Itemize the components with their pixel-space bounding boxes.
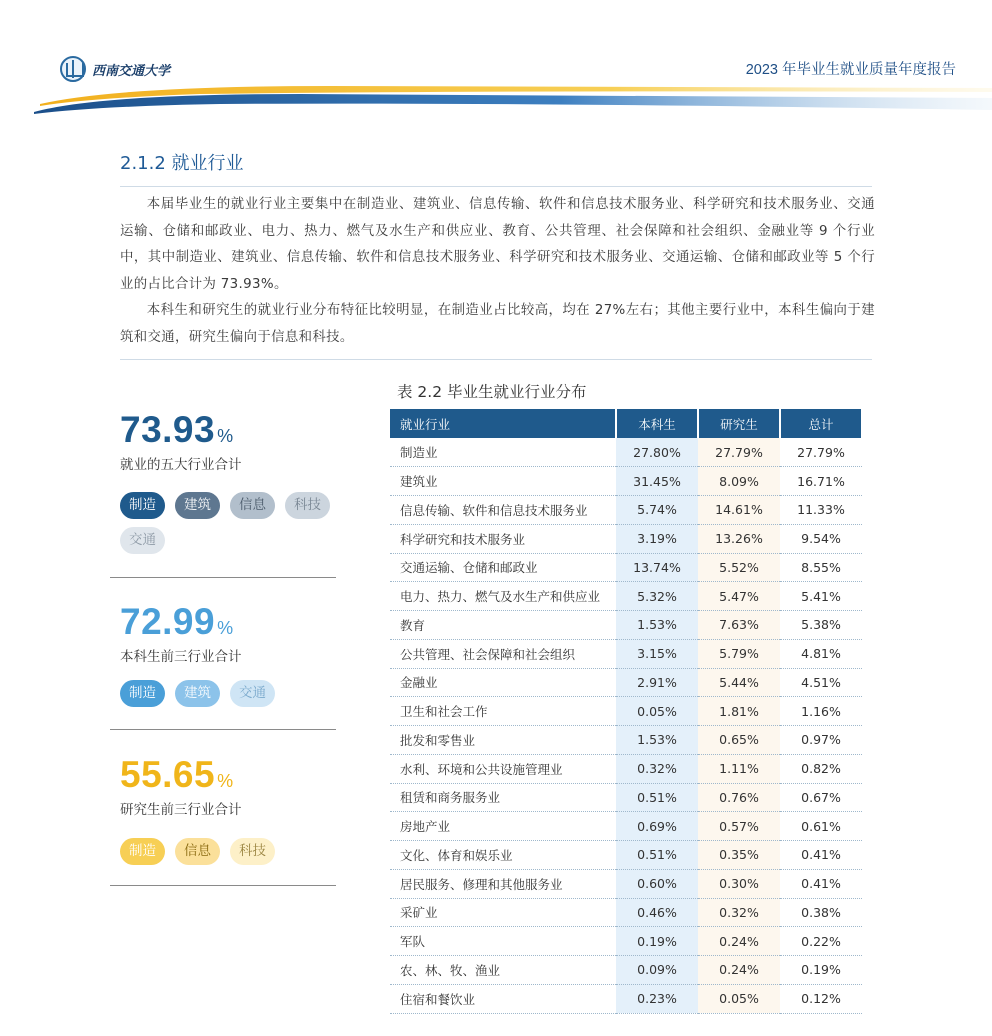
cell-undergraduate: 0.23% (616, 984, 698, 1013)
cell-industry: 批发和零售业 (390, 726, 616, 755)
cell-undergraduate: 0.69% (616, 812, 698, 841)
cell-total: 4.51% (780, 668, 862, 697)
cell-industry: 军队 (390, 927, 616, 956)
stat-value: 73.93 % (120, 409, 234, 450)
cell-graduate: 0.76% (698, 783, 780, 812)
cell-graduate: 0.30% (698, 869, 780, 898)
tag-construction: 建筑 (175, 492, 220, 519)
stat-label: 就业的五大行业合计 (120, 457, 242, 473)
stat-label: 本科生前三行业合计 (120, 649, 242, 665)
cell-total: 0.41% (780, 841, 862, 870)
cell-industry: 科学研究和技术服务业 (390, 524, 616, 553)
tag-science: 科技 (230, 838, 275, 865)
cell-total: 0.67% (780, 783, 862, 812)
stat-undergrad-top-three (120, 601, 242, 665)
stat-top-five (120, 409, 242, 473)
cell-undergraduate: 31.45% (616, 467, 698, 496)
cell-total: 0.38% (780, 898, 862, 927)
table-row (390, 984, 862, 1013)
cell-total: 16.71% (780, 467, 862, 496)
tag-manufacturing: 制造 (120, 680, 165, 707)
cell-total: 0.82% (780, 754, 862, 783)
table-row (390, 496, 862, 525)
table-row (390, 927, 862, 956)
cell-undergraduate: 3.15% (616, 639, 698, 668)
section-bottom-rule (120, 359, 872, 360)
cell-industry: 采矿业 (390, 898, 616, 927)
cell-undergraduate: 0.19% (616, 927, 698, 956)
cell-industry: 电力、热力、燃气及水生产和供应业 (390, 582, 616, 611)
tag-transportation: 交通 (230, 680, 275, 707)
cell-industry: 金融业 (390, 668, 616, 697)
cell-undergraduate: 0.05% (616, 697, 698, 726)
cell-industry: 信息传输、软件和信息技术服务业 (390, 496, 616, 525)
cell-graduate: 0.32% (698, 898, 780, 927)
cell-graduate: 0.35% (698, 841, 780, 870)
university-emblem-icon (60, 56, 86, 82)
cell-undergraduate: 1.53% (616, 611, 698, 640)
cell-undergraduate: 3.19% (616, 524, 698, 553)
stat-graduate-top-three (120, 754, 242, 818)
cell-graduate: 0.05% (698, 984, 780, 1013)
stat-value: 55.65 % (120, 754, 234, 795)
cell-total: 4.81% (780, 639, 862, 668)
paragraph-2: 本科生和研究生的就业行业分布特征比较明显，在制造业占比较高，均在 27%左右；其他主要行业中，本科生偏向于建筑和交通，研究生偏向于信息和科技。 (120, 303, 875, 345)
cell-industry: 居民服务、修理和其他服务业 (390, 869, 616, 898)
cell-undergraduate: 0.60% (616, 869, 698, 898)
cell-undergraduate: 0.32% (616, 754, 698, 783)
cell-industry: 房地产业 (390, 812, 616, 841)
cell-graduate: 14.61% (698, 496, 780, 525)
table-caption: 表 2.2 毕业生就业行业分布 (397, 383, 587, 401)
table-row (390, 754, 862, 783)
cell-industry: 卫生和社会工作 (390, 697, 616, 726)
cell-total: 0.61% (780, 812, 862, 841)
cell-total: 5.41% (780, 582, 862, 611)
cell-total: 8.55% (780, 553, 862, 582)
cell-graduate: 0.24% (698, 956, 780, 985)
cell-total: 0.97% (780, 726, 862, 755)
cell-total: 1.16% (780, 697, 862, 726)
table-row (390, 668, 862, 697)
cell-industry: 租赁和商务服务业 (390, 783, 616, 812)
cell-graduate: 1.11% (698, 754, 780, 783)
cell-undergraduate: 27.80% (616, 438, 698, 467)
cell-graduate: 8.09% (698, 467, 780, 496)
cell-graduate: 0.24% (698, 927, 780, 956)
cell-total: 11.33% (780, 496, 862, 525)
cell-industry: 住宿和餐饮业 (390, 984, 616, 1013)
cell-graduate: 0.65% (698, 726, 780, 755)
cell-graduate: 13.26% (698, 524, 780, 553)
cell-total: 0.12% (780, 984, 862, 1013)
tag-construction: 建筑 (175, 680, 220, 707)
paragraph-1: 本届毕业生的就业行业主要集中在制造业、建筑业、信息传输、软件和信息技术服务业、科学研究和技术服务业、交通运输、仓储和邮政业、电力、热力、燃气及水生产和供应业、教育、公共管理、社会保障和社会组织、金融业等 9 个行业中，其中制造业、建筑业、信息传输、软件和信息技术服务业、科学研究和技术服务业、交通运输、仓储和邮政业等 5 个行业的占比合计为 73.93%。 (120, 197, 875, 292)
industry-distribution-table (390, 409, 863, 1014)
section-title: 2.1.2 就业行业 (120, 153, 244, 174)
cell-graduate: 1.81% (698, 697, 780, 726)
cell-undergraduate: 0.51% (616, 783, 698, 812)
stat-divider (110, 729, 336, 730)
cell-undergraduate: 5.74% (616, 496, 698, 525)
cell-graduate: 0.57% (698, 812, 780, 841)
cell-undergraduate: 2.91% (616, 668, 698, 697)
stat-label: 研究生前三行业合计 (120, 802, 242, 818)
header-industry: 就业行业 (390, 409, 616, 438)
table-row (390, 611, 862, 640)
table-row (390, 956, 862, 985)
cell-industry: 建筑业 (390, 467, 616, 496)
cell-undergraduate: 0.09% (616, 956, 698, 985)
university-logo (60, 56, 170, 82)
stat-divider (110, 885, 336, 886)
cell-graduate: 5.44% (698, 668, 780, 697)
logo-text: 西南交通大学 (92, 63, 171, 79)
cell-industry: 农、林、牧、渔业 (390, 956, 616, 985)
header-total: 总计 (780, 409, 862, 438)
tag-manufacturing: 制造 (120, 838, 165, 865)
cell-total: 5.38% (780, 611, 862, 640)
tag-transportation: 交通 (120, 527, 165, 554)
report-title: 2023 年毕业生就业质量年度报告 (745, 62, 956, 78)
table-row (390, 812, 862, 841)
cell-industry: 公共管理、社会保障和社会组织 (390, 639, 616, 668)
table-header-row (390, 409, 862, 438)
cell-graduate: 5.79% (698, 639, 780, 668)
table-row (390, 582, 862, 611)
section-top-rule (120, 186, 872, 187)
cell-total: 0.22% (780, 927, 862, 956)
tag-science: 科技 (285, 492, 330, 519)
table-row (390, 438, 862, 467)
stat-value: 72.99 % (120, 601, 234, 642)
cell-undergraduate: 0.51% (616, 841, 698, 870)
cell-total: 0.19% (780, 956, 862, 985)
cell-graduate: 5.52% (698, 553, 780, 582)
cell-industry: 交通运输、仓储和邮政业 (390, 553, 616, 582)
cell-total: 0.41% (780, 869, 862, 898)
header-graduate: 研究生 (698, 409, 780, 438)
stat-graduate-tags (120, 838, 340, 873)
cell-undergraduate: 13.74% (616, 553, 698, 582)
cell-industry: 水利、环境和公共设施管理业 (390, 754, 616, 783)
tag-information: 信息 (230, 492, 275, 519)
stat-undergrad-tags (120, 680, 340, 715)
stat-top-five-tags (120, 492, 340, 562)
header-undergraduate: 本科生 (616, 409, 698, 438)
header-swoosh (0, 80, 992, 115)
table-row (390, 783, 862, 812)
table-row (390, 697, 862, 726)
table-row (390, 841, 862, 870)
cell-total: 9.54% (780, 524, 862, 553)
cell-undergraduate: 1.53% (616, 726, 698, 755)
table-row (390, 467, 862, 496)
table-row (390, 898, 862, 927)
table-row (390, 524, 862, 553)
table-row (390, 726, 862, 755)
cell-undergraduate: 0.46% (616, 898, 698, 927)
cell-graduate: 5.47% (698, 582, 780, 611)
table-row (390, 639, 862, 668)
table-row (390, 553, 862, 582)
cell-graduate: 7.63% (698, 611, 780, 640)
tag-information: 信息 (175, 838, 220, 865)
cell-graduate: 27.79% (698, 438, 780, 467)
tag-manufacturing: 制造 (120, 492, 165, 519)
page-header (0, 0, 992, 115)
stat-divider (110, 577, 336, 578)
cell-total: 27.79% (780, 438, 862, 467)
table-row (390, 869, 862, 898)
cell-industry: 文化、体育和娱乐业 (390, 841, 616, 870)
cell-industry: 制造业 (390, 438, 616, 467)
cell-undergraduate: 5.32% (616, 582, 698, 611)
cell-industry: 教育 (390, 611, 616, 640)
